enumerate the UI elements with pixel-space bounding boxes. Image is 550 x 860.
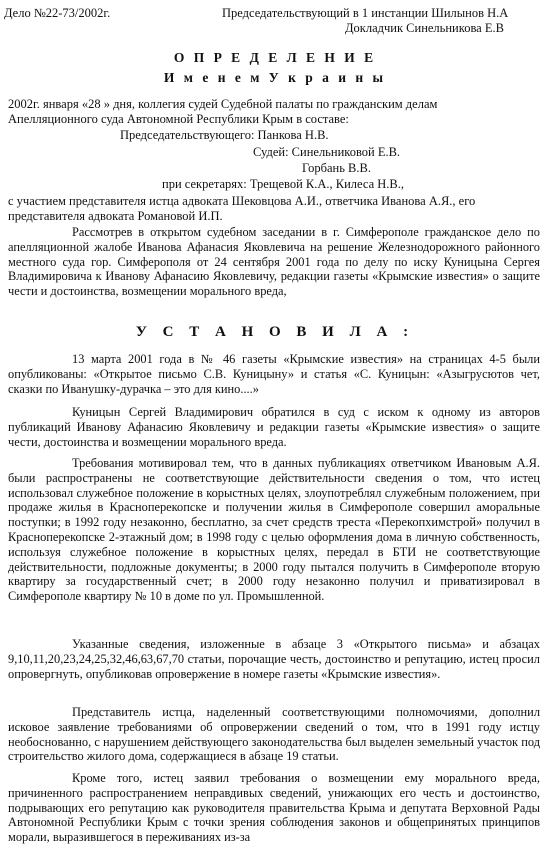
participants-line-2: представителя адвоката Романовой И.П. — [8, 209, 223, 223]
date-line: 2002г. января «28 » дня, коллегия судей Судебной палаты по гражданским делам — [8, 97, 438, 111]
document-subtitle: И м е н е м У к р а и н ы — [163, 70, 387, 85]
considered-paragraph: Рассмотрев в открытом судебном заседании в г. Симферополе гражданское дело по апелляционной жалобе Иванова Афанасия Яковлевича на решение Железнодорожного районного местного суда гор. Симферополя от 24 сентября 2001 года по делу по иску Куницына Сергея Владимировича к Иванову Афанасию Яковлевичу, редакции газеты «Крымские известия» о защите чести и достоинства, возмещении морального вреда, — [8, 225, 540, 299]
judge-two: Горбань В.В. — [302, 161, 371, 175]
body-paragraph-5: Представитель истца, наделенный соответствующими полномочиями, дополнил исковое заявление требованиями об опровержении сведений о том, что в 1991 году истцу необоснованно, с нарушением действующего законодательства был выделен земельный участок под строительство жилого дома, содержащиеся в абзаце 19 статьи. — [8, 705, 540, 764]
judges-label: Судей: Синельниковой Е.В. — [253, 145, 401, 159]
body-paragraph-1: 13 марта 2001 года в № 46 газеты «Крымские известия» на страницах 4-5 были опубликованы: «Открытое письмо С.В. Куницыну» и статья «С. Куницын: «Азыгрусютов чет, сказки по Иванушку-дурачка – это для кино....» — [8, 352, 540, 396]
document-title: О П Р Е Д Е Л Е Н И Е — [173, 50, 377, 65]
reporter: Докладчик Синельникова Е.В — [345, 21, 504, 35]
body-paragraph-3: Требования мотивировал тем, что в данных публикациях ответчиком Ивановым А.Я. были распространены не соответствующие действительности сведения о том, что истец использовал служебное положение в корыстных целях, злоупотреблял служебным положением, при продаже жилья в Красноперекопске и получении жилья в Симферополе совершил аморальные поступки; в 1992 году незаконно, бесплатно, за счет средств треста «Перекопхимстрой» получил в Красноперекопске 2-этажный дом; в 1998 году с целью оформления дома в личную собственность, используя служебное положение в корыстных целях, передал в БТИ не соответствующие действительности, подложные документы; в 2000 году пытался получить в Симферополе вторую квартиру за государственный счет; в 2000 году незаконно получил и приватизировал в Симферополе квартиру № 10 в доме по ул. Промышленной. — [8, 456, 540, 604]
participants-line-1: с участием представителя истца адвоката Шековцова А.И., ответчика Иванова А.Я., его — [8, 194, 476, 208]
presiding-judge: Председательствующего: Панкова Н.В. — [120, 128, 329, 142]
body-paragraph-4: Указанные сведения, изложенные в абзаце 3 «Открытого письма» и абзацах 9,10,11,20,23,24,25,32,46,63,67,70 статьи, порочащие честь, достоинство и репутацию, истец просил опровергнуть, опубликовав опровержение в номере газеты «Крымские известия». — [8, 637, 540, 681]
case-number: Дело №22-73/2002г. — [4, 6, 111, 20]
secretaries: при секретарях: Трещевой К.А., Килеса Н.В., — [162, 177, 404, 191]
body-paragraph-2: Куницын Сергей Владимирович обратился в суд с иском к одному из авторов публикаций Иванову Афанасию Яковлевичу и редакции газеты «Крымские известия» о защите чести, достоинства и возмещении морального вреда. — [8, 405, 540, 449]
presiding-first-instance: Председательствующий в 1 инстанции Шилынов Н.А — [222, 6, 509, 20]
established-heading: У С Т А Н О В И Л А : — [135, 324, 415, 340]
body-paragraph-6: Кроме того, истец заявил требования о возмещении ему морального вреда, причиненного распространением неправдивых сведений, унижающих его честь и достоинство, подрывающих его репутацию как руководителя правительства Крыма и депутата Верховной Рады Автономной Республики Крым с точки зрения соблюдения законов и общепринятых принципов морали, выразившегося в переживаниях из-за — [8, 771, 540, 845]
court-line: Апелляционного суда Автономной Республики Крым в составе: — [8, 112, 349, 126]
